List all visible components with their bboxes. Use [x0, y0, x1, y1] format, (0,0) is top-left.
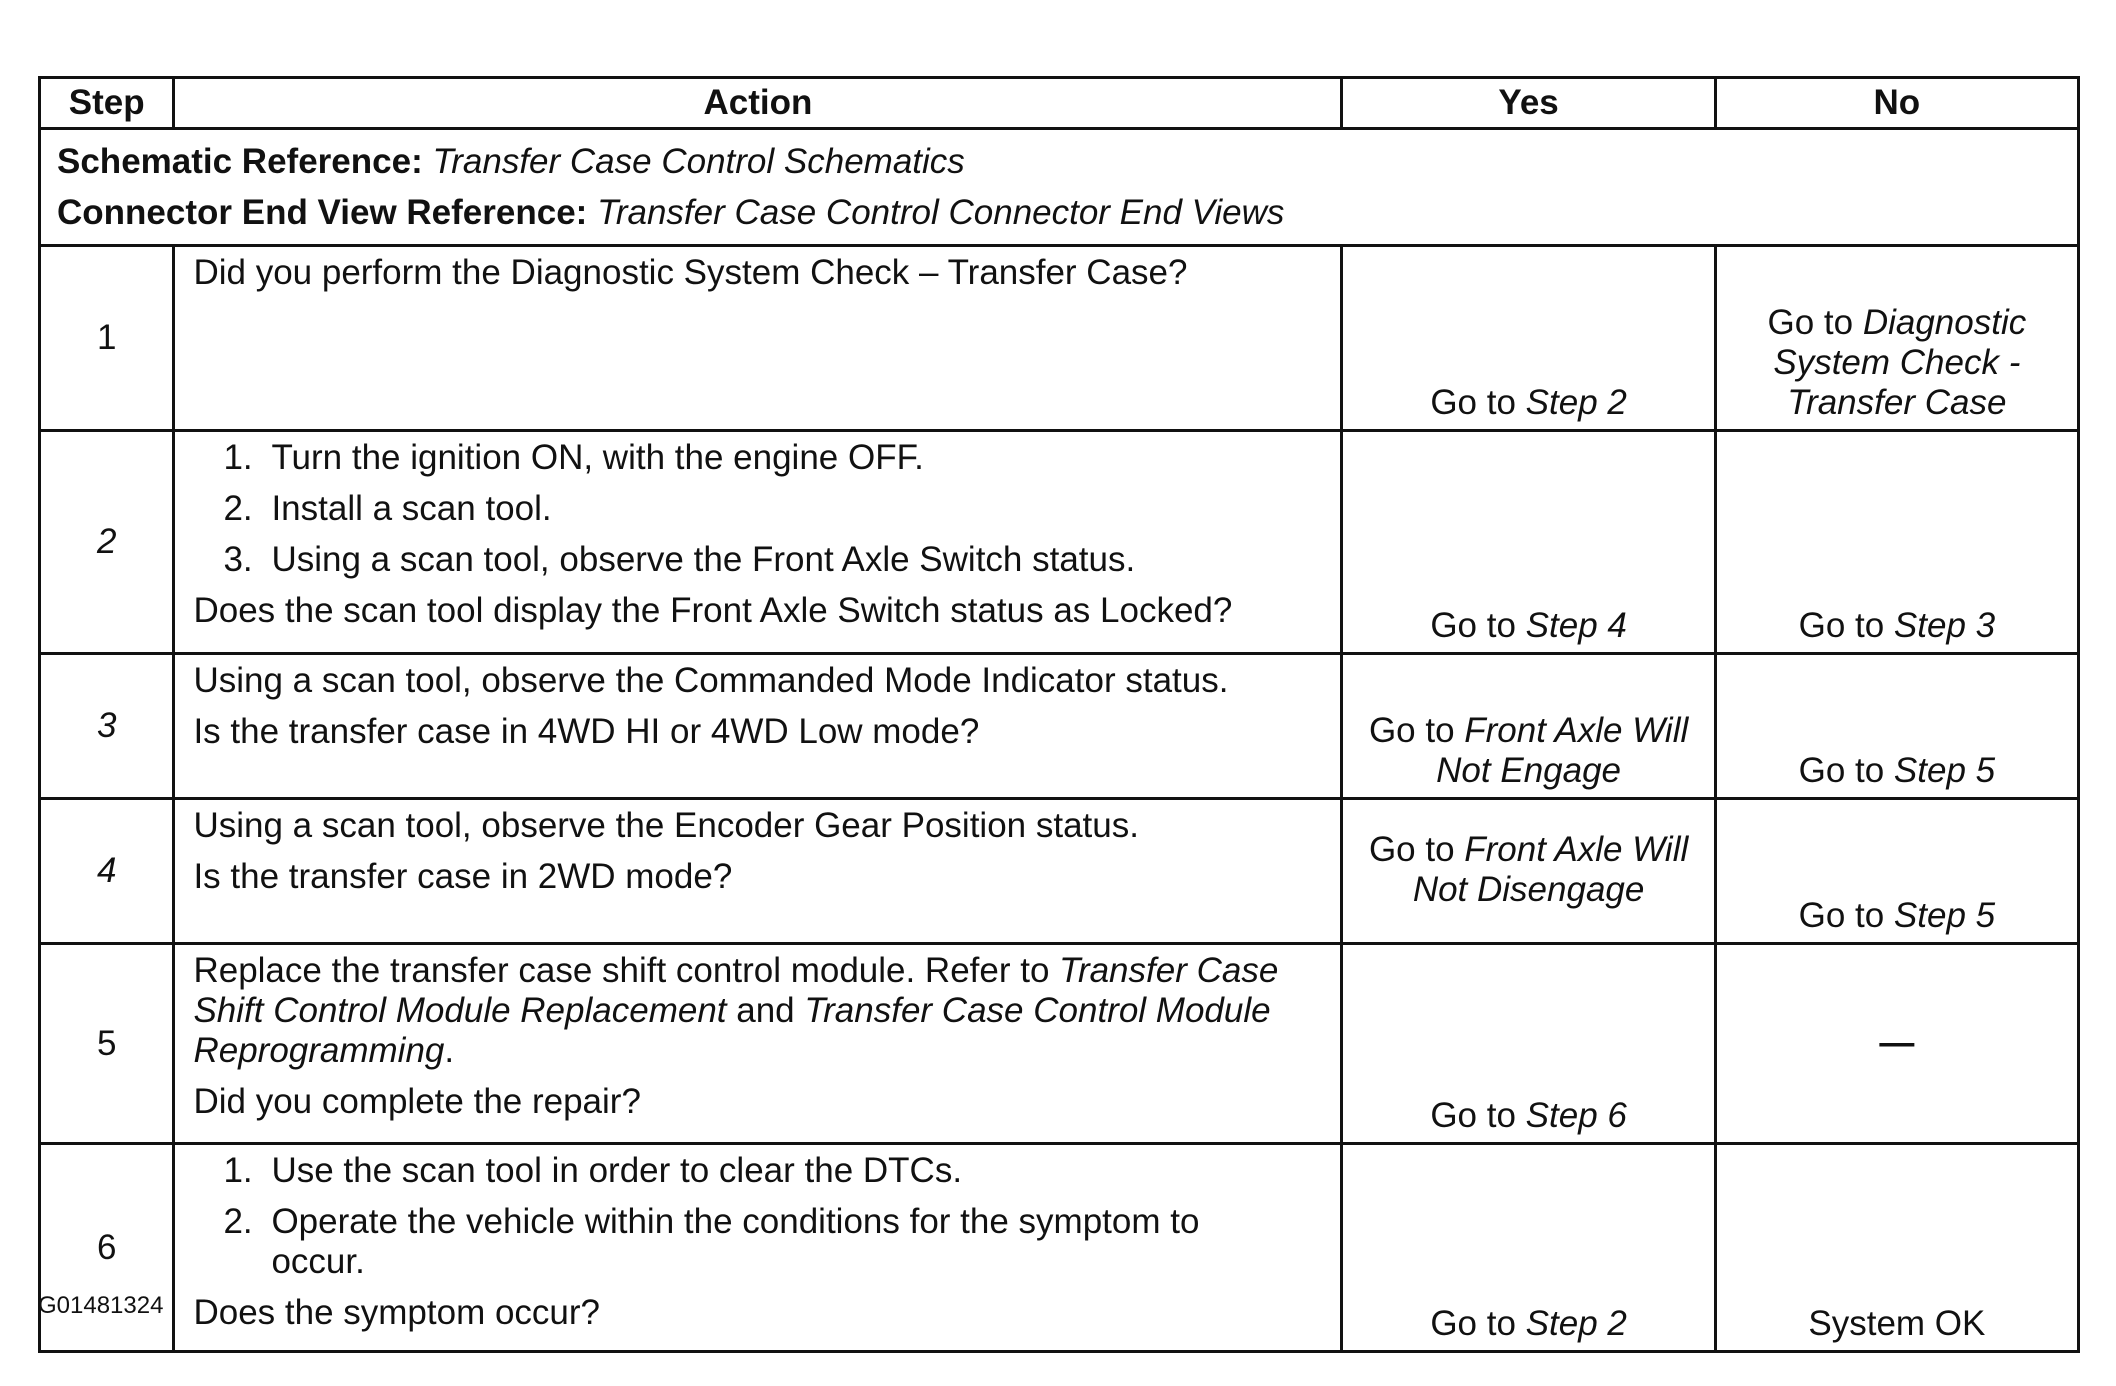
list-text: Turn the ignition ON, with the engine OFF. — [271, 438, 924, 477]
list-item — [223, 1202, 1324, 1282]
action-cell — [174, 246, 1342, 431]
no-cell — [1715, 246, 2078, 431]
list-text: Operate the vehicle within the conditions for the symptom to occur. — [271, 1202, 1200, 1281]
yes-link[interactable]: Front Axle Will Not Engage — [1436, 711, 1689, 790]
step-number: 4 — [40, 799, 174, 944]
list-item — [223, 438, 1324, 478]
no-value: — — [1879, 1022, 1915, 1062]
list-text: Using a scan tool, observe the Front Axle Switch status. — [271, 540, 1136, 579]
yes-link[interactable]: Step 2 — [1525, 383, 1627, 422]
table-row — [40, 246, 2079, 431]
action-question: Is the transfer case in 2WD mode? — [193, 857, 733, 896]
yes-link[interactable]: Step 6 — [1525, 1096, 1627, 1135]
action-text-suffix: . — [444, 1031, 455, 1070]
no-link[interactable]: Step 3 — [1893, 606, 1996, 645]
list-number: 2. — [223, 1202, 253, 1241]
no-cell — [1715, 1144, 2078, 1352]
yes-cell — [1342, 1144, 1715, 1352]
yes-prefix: Go to — [1430, 383, 1526, 422]
no-cell — [1715, 799, 2078, 944]
list-number: 1. — [223, 1151, 253, 1190]
table-row — [40, 1144, 2079, 1352]
no-link[interactable]: Step 5 — [1893, 896, 1996, 935]
no-link[interactable]: Step 5 — [1893, 751, 1996, 790]
no-prefix: Go to — [1798, 606, 1894, 645]
yes-prefix: Go to — [1430, 1304, 1526, 1343]
action-question: Does the scan tool display the Front Axle Switch status as Locked? — [193, 591, 1233, 630]
header-row — [40, 78, 2079, 129]
yes-cell — [1342, 246, 1715, 431]
schematic-reference — [57, 136, 2061, 187]
connector-reference — [57, 187, 2061, 238]
yes-prefix: Go to — [1430, 1096, 1526, 1135]
table-row — [40, 799, 2079, 944]
yes-link[interactable]: Front Axle Will Not Disengage — [1412, 830, 1689, 909]
table-row — [40, 944, 2079, 1144]
connector-reference-label: Connector End View Reference: — [57, 193, 588, 232]
schematic-reference-label: Schematic Reference: — [57, 142, 423, 181]
header-action: Action — [174, 78, 1342, 129]
action-text-prefix: Replace the transfer case shift control module. Refer to — [193, 951, 1060, 990]
action-cell — [174, 431, 1342, 654]
step-number: 1 — [40, 246, 174, 431]
action-question: Is the transfer case in 4WD HI or 4WD Low mode? — [193, 712, 980, 751]
no-cell — [1715, 431, 2078, 654]
action-text: Using a scan tool, observe the Encoder Gear Position status. — [193, 806, 1139, 845]
no-cell — [1715, 654, 2078, 799]
action-cell — [174, 799, 1342, 944]
step-number: 6 — [40, 1144, 174, 1352]
list-item — [223, 1151, 1324, 1191]
yes-cell — [1342, 431, 1715, 654]
list-number: 1. — [223, 438, 253, 477]
reprogramming-procedure-link[interactable]: Transfer Case Control Module Reprogramming — [193, 991, 1271, 1070]
action-steps-list — [193, 438, 1324, 580]
action-steps-list — [193, 1151, 1324, 1282]
list-item — [223, 489, 1324, 529]
action-cell — [174, 1144, 1342, 1352]
reference-row — [40, 129, 2079, 246]
no-prefix: Go to — [1798, 896, 1894, 935]
yes-link[interactable]: Step 4 — [1525, 606, 1627, 645]
yes-cell — [1342, 944, 1715, 1144]
list-item — [223, 540, 1324, 580]
yes-cell — [1342, 654, 1715, 799]
list-number: 3. — [223, 540, 253, 579]
action-cell — [174, 654, 1342, 799]
diagnostic-table — [38, 76, 2080, 1353]
action-text — [193, 951, 1324, 1071]
yes-cell — [1342, 799, 1715, 944]
action-question: Does the symptom occur? — [193, 1293, 601, 1332]
action-question: Did you complete the repair? — [193, 1082, 641, 1121]
header-step: Step — [40, 78, 174, 129]
schematic-reference-link[interactable]: Transfer Case Control Schematics — [432, 142, 965, 181]
list-text: Install a scan tool. — [271, 489, 552, 528]
no-prefix: Go to — [1798, 751, 1894, 790]
yes-link[interactable]: Step 2 — [1525, 1304, 1627, 1343]
no-link[interactable]: Diagnostic System Check - Transfer Case — [1773, 303, 2027, 422]
yes-prefix: Go to — [1368, 711, 1465, 750]
no-cell — [1715, 944, 2078, 1144]
action-text: Using a scan tool, observe the Commanded Mode Indicator status. — [193, 661, 1229, 700]
list-number: 2. — [223, 489, 253, 528]
action-text-mid: and — [726, 991, 805, 1030]
table-row — [40, 431, 2079, 654]
step-number: 3 — [40, 654, 174, 799]
no-value: System OK — [1808, 1304, 1986, 1343]
figure-id: G01481324 — [38, 1292, 164, 1319]
header-no: No — [1715, 78, 2078, 129]
step-number: 2 — [40, 431, 174, 654]
replacement-procedure-link[interactable]: Transfer Case Shift Control Module Replacement — [193, 951, 1279, 1030]
header-yes: Yes — [1342, 78, 1715, 129]
no-prefix: Go to — [1767, 303, 1863, 342]
table-row — [40, 654, 2079, 799]
action-question: Did you perform the Diagnostic System Check – Transfer Case? — [193, 253, 1188, 292]
connector-reference-link[interactable]: Transfer Case Control Connector End Views — [597, 193, 1285, 232]
list-text: Use the scan tool in order to clear the DTCs. — [271, 1151, 963, 1190]
yes-prefix: Go to — [1430, 606, 1526, 645]
action-cell — [174, 944, 1342, 1144]
reference-cell — [40, 129, 2079, 246]
step-number: 5 — [40, 944, 174, 1144]
diagnostic-table-container — [38, 76, 2080, 1353]
yes-prefix: Go to — [1368, 830, 1465, 869]
